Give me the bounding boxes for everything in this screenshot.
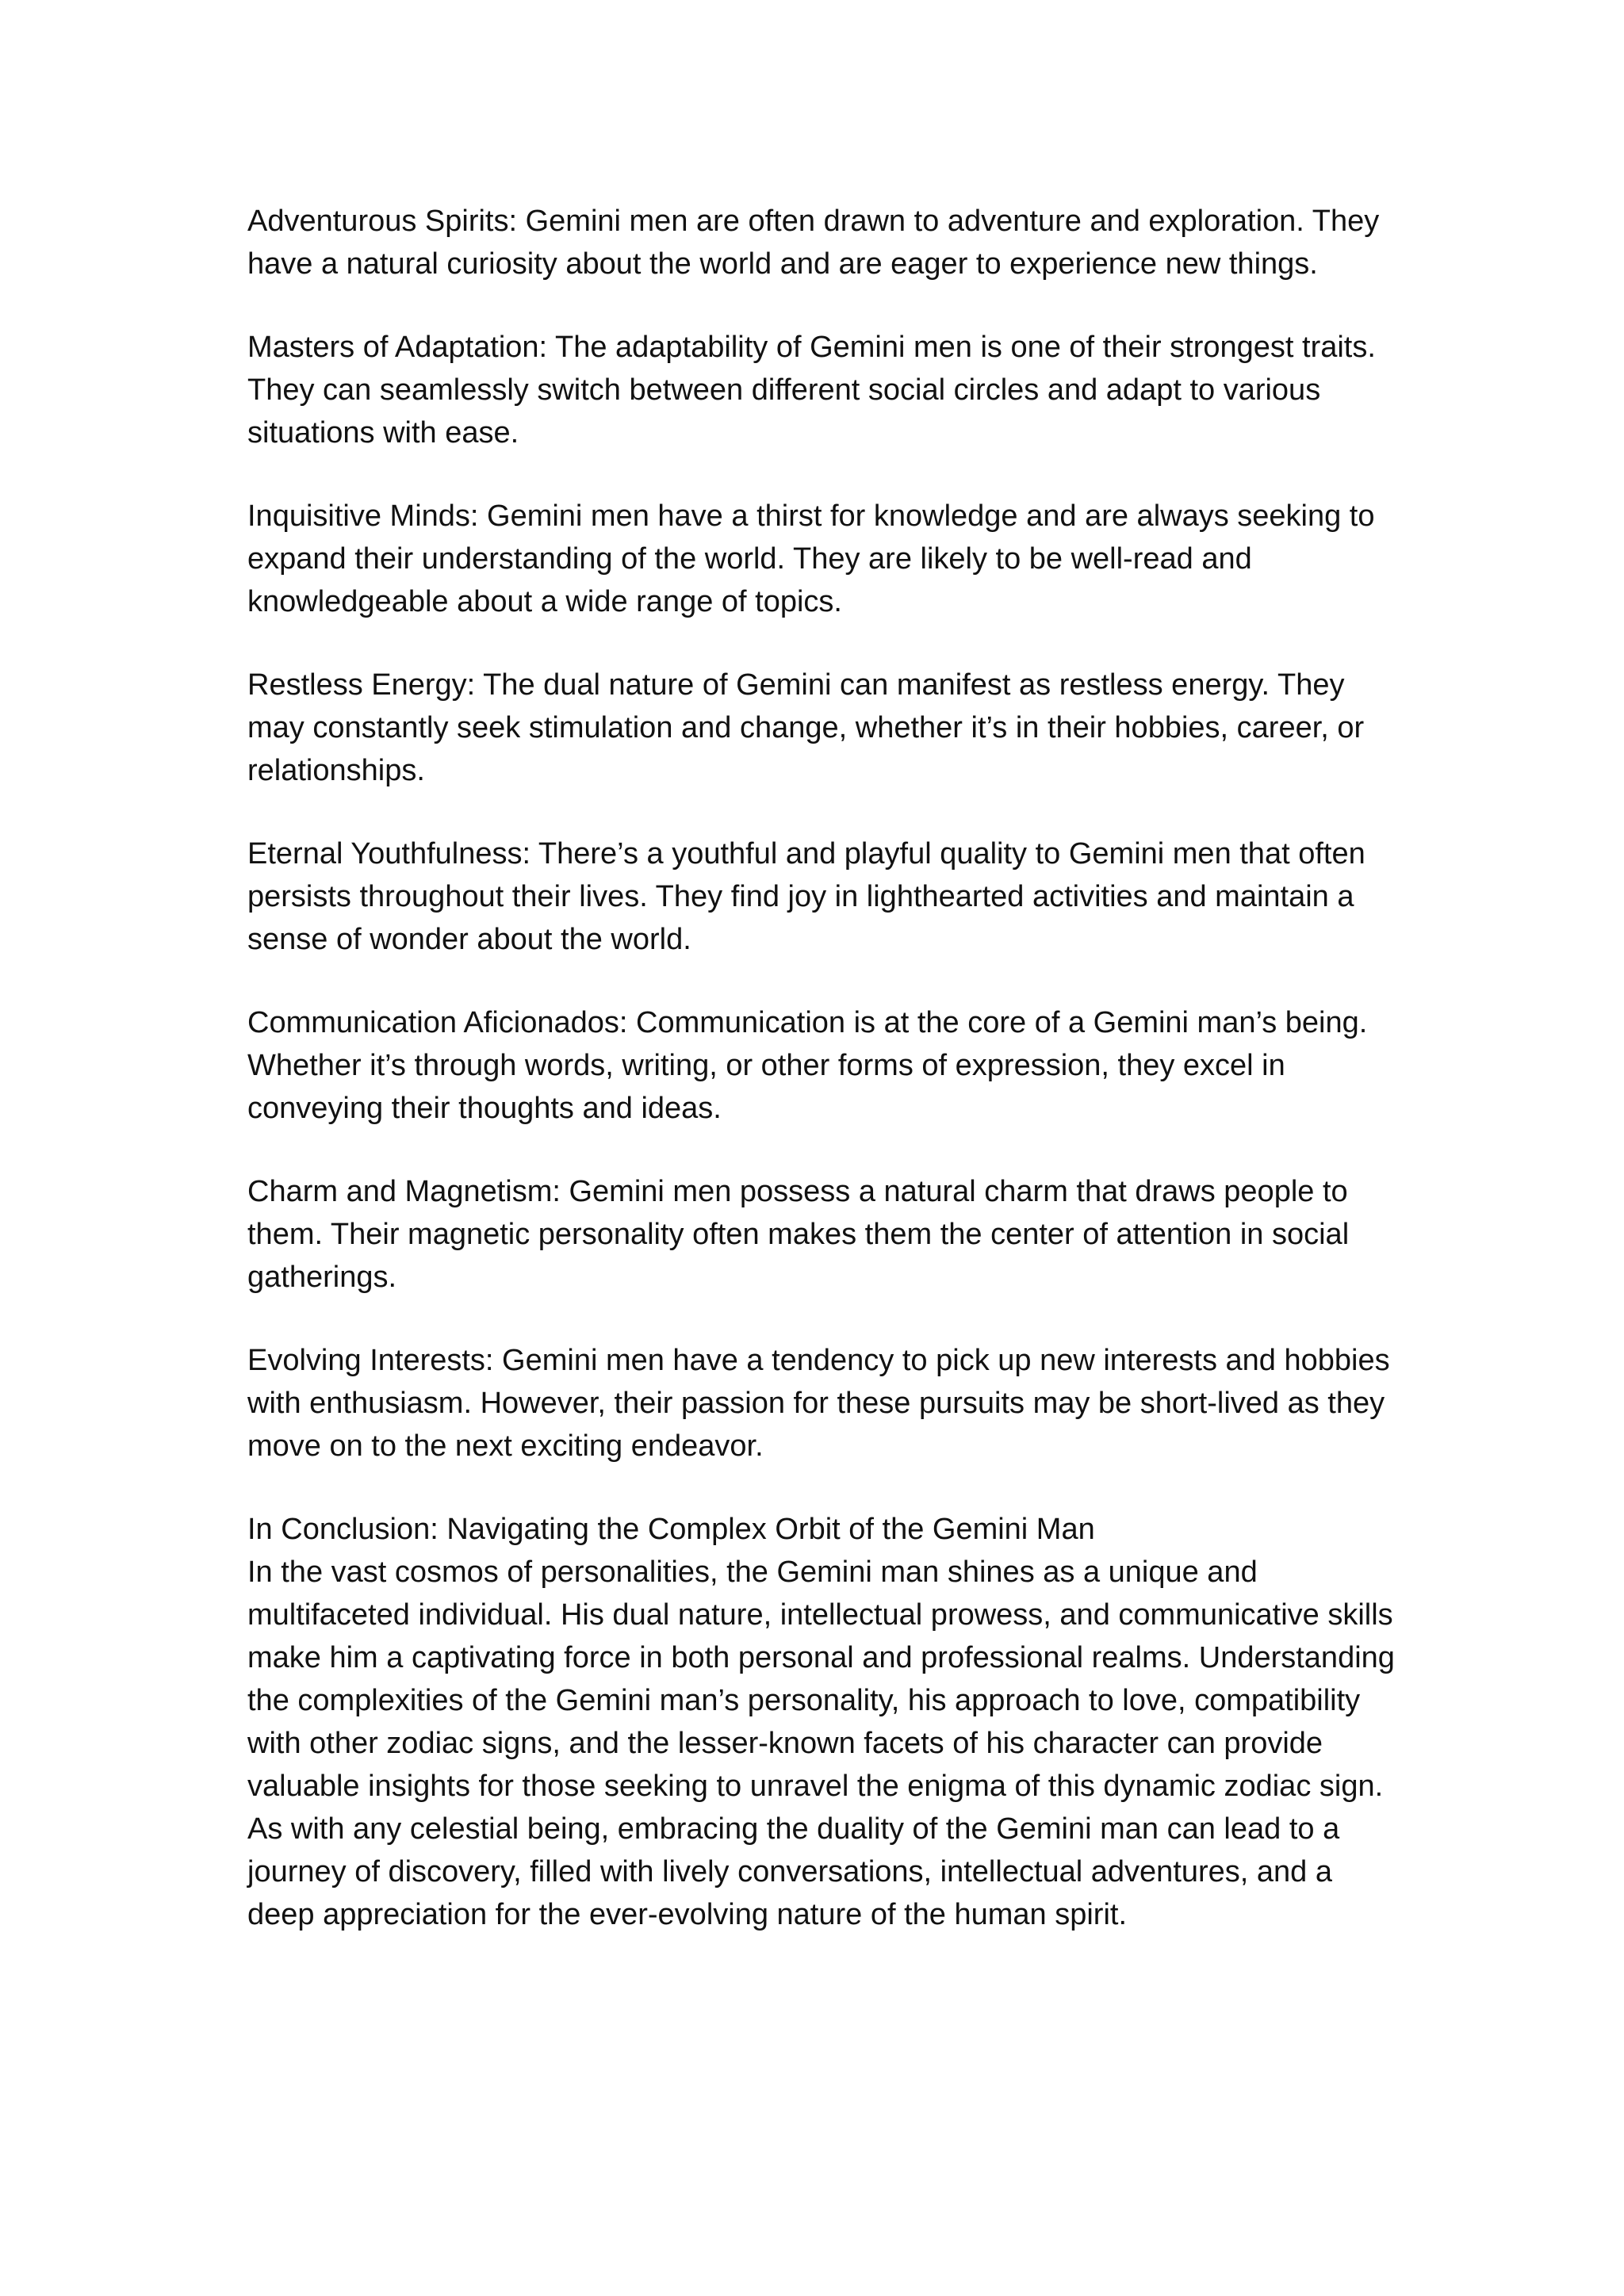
paragraph-evolving-interests: Evolving Interests: Gemini men have a tendency to pick up new interests and hobbies with enthusiasm. However, their passion for these pursuits may be short-lived as they move on to the next exciting endeavor. — [247, 1344, 1390, 1463]
document-body — [247, 200, 1405, 1936]
paragraph-eternal-youthfulness: Eternal Youthfulness: There’s a youthful and playful quality to Gemini men that often persists throughout their lives. They find joy in lighthearted activities and maintain a sense of wonder about the world. — [247, 837, 1365, 956]
conclusion-paragraph: In the vast cosmos of personalities, the Gemini man shines as a unique and multifaceted individual. His dual nature, intellectual prowess, and communicative skills make him a captivating force in both personal and professional realms. Understanding the complexities of the Gemini man’s personality, his approach to love, compatibility with other zodiac signs, and the lesser-known facets of his character can provide valuable insights for those seeking to unravel the enigma of this dynamic zodiac sign. As with any celestial being, embracing the duality of the Gemini man can lead to a journey of discovery, filled with lively conversations, intellectual adventures, and a deep appreciation for the ever-evolving nature of the human spirit. — [247, 1556, 1395, 1931]
paragraph-masters-of-adaptation: Masters of Adaptation: The adaptability of Gemini men is one of their strongest traits. They can seamlessly switch between different social circles and adapt to various situations with ease. — [247, 331, 1376, 450]
paragraph-restless-energy: Restless Energy: The dual nature of Gemini can manifest as restless energy. They may constantly seek stimulation and change, whether it’s in their hobbies, career, or relationships. — [247, 668, 1365, 787]
paragraph-inquisitive-minds: Inquisitive Minds: Gemini men have a thirst for knowledge and are always seeking to expand their understanding of the world. They are likely to be well-read and knowledgeable about a wide range of topics. — [247, 499, 1375, 618]
conclusion-heading: In Conclusion: Navigating the Complex Orbit of the Gemini Man — [247, 1513, 1095, 1546]
paragraph-communication-aficionados: Communication Aficionados: Communication is at the core of a Gemini man’s being. Whether it’s through words, writing, or other forms of expression, they excel in conveying their thoughts and ideas. — [247, 1006, 1368, 1125]
paragraph-charm-and-magnetism: Charm and Magnetism: Gemini men possess a natural charm that draws people to them. Their magnetic personality often makes them the center of attention in social gatherings. — [247, 1175, 1350, 1294]
paragraph-adventurous-spirits: Adventurous Spirits: Gemini men are often drawn to adventure and exploration. They have a natural curiosity about the world and are eager to experience new things. — [247, 205, 1380, 281]
